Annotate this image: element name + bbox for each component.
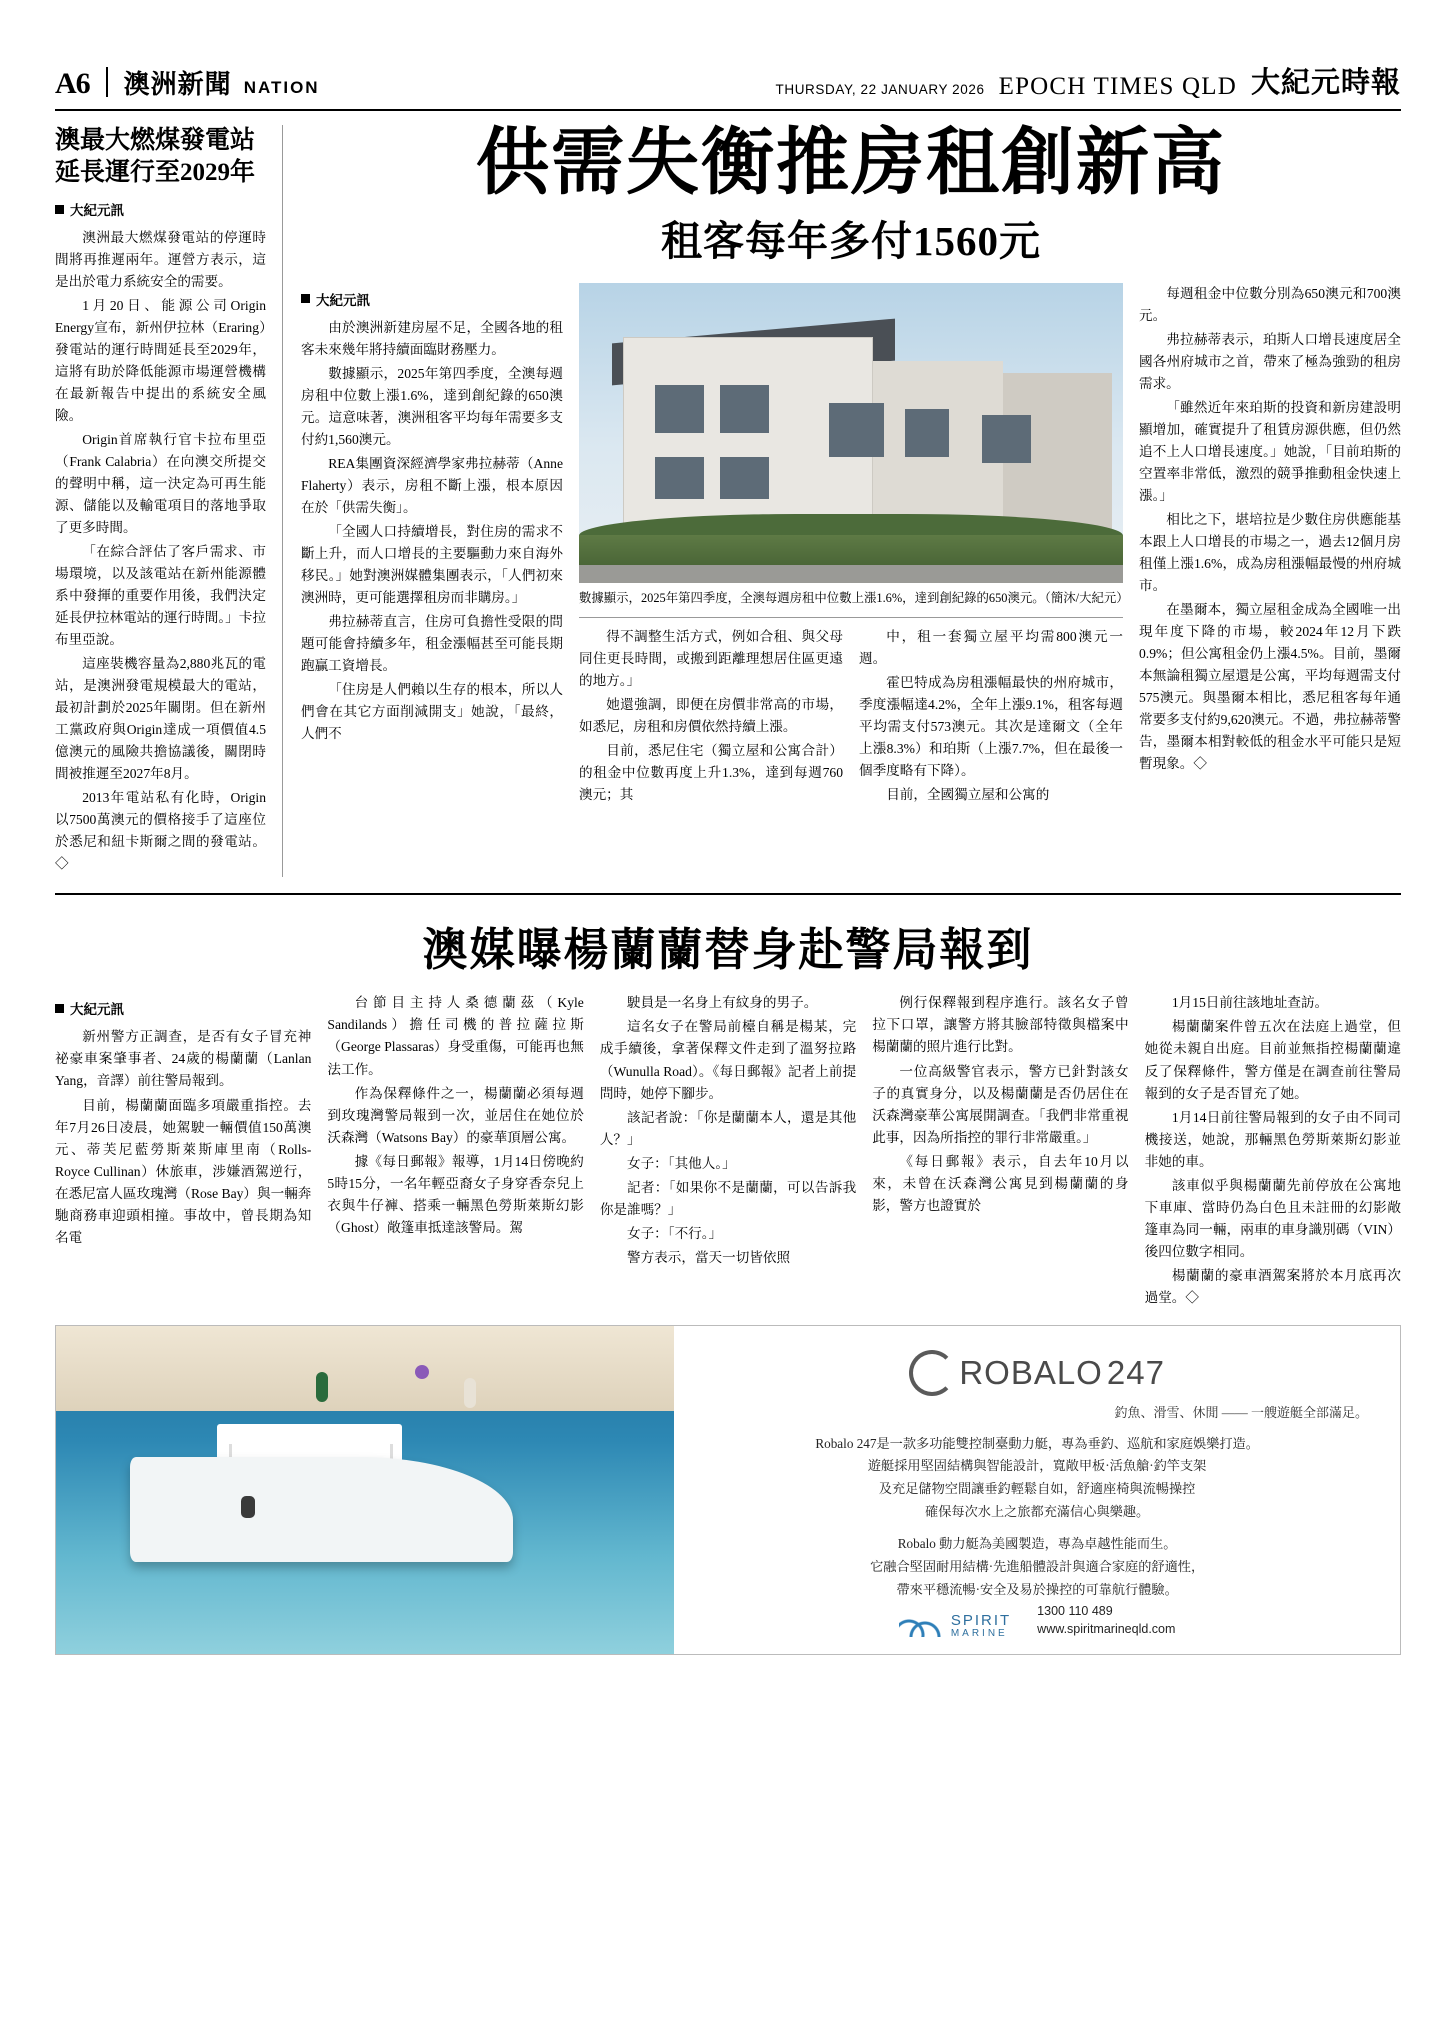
- ad-body-line: Robalo 247是一款多功能雙控制臺動力艇，專為垂釣、巡航和家庭娛樂打造。: [815, 1435, 1259, 1451]
- sidebar-paragraph: 2013年電站私有化時，Origin以7500萬澳元的價格接手了這座位於悉尼和紐卡斯爾之間的發電站。◇: [55, 790, 266, 872]
- secondary-column-4: [872, 992, 1128, 1310]
- paper-title-en: EPOCH TIMES QLD: [998, 73, 1237, 100]
- main-subheadline: 租客每年多付1560元: [661, 217, 1041, 264]
- secondary-paragraph: 一位高級警官表示，警方已針對該女子的真實身分，以及楊蘭蘭是否仍居住在沃森灣豪華公寓展開調查。「我們非常重視此事，因為所指控的罪行非常嚴重。」: [872, 1063, 1129, 1145]
- main-paragraph: 霍巴特成為房租漲幅最快的州府城市，季度漲幅達4.2%，全年上漲9.1%，租客每週平均需支付573澳元。其次是達爾文（全年上漲8.3%）和珀斯（上漲7.7%，但在最後一個季度略有下降）。: [859, 675, 1123, 779]
- ad-body: [815, 1433, 1259, 1602]
- top-section: [55, 122, 1401, 877]
- page-number: A6: [55, 67, 90, 100]
- secondary-paragraph: 駛員是一名身上有紋身的男子。: [627, 995, 818, 1011]
- photo-caption: 數據顯示，2025年第四季度，全澳每週房租中位數上漲1.6%，達到創紀錄的650澳元。（簡沐/大紀元）: [579, 590, 1129, 605]
- bullet-square-icon: [55, 205, 64, 214]
- ad-body-line: 確保每次水上之旅都充滿信心與樂趣。: [925, 1503, 1150, 1519]
- secondary-paragraph: 目前，楊蘭蘭面臨多項嚴重指控。去年7月26日凌晨，她駕駛一輛價值150萬澳元、蒂芙尼藍勞斯萊斯庫里南（Rolls-Royce Cullinan）休旅車，涉嫌酒駕逆行，在悉尼富人區玫瑰灣（Rose Bay）與一輛奔馳商務車迎頭相撞。事故中，曾長期為知名電: [55, 1097, 312, 1245]
- secondary-paragraph: 該車似乎與楊蘭蘭先前停放在公寓地下車庫、當時仍為白色且未註冊的幻影敞篷車為同一輛，兩車的車身識別碼（VIN）後四位數字相同。: [1144, 1177, 1402, 1259]
- ad-body-line: Robalo 動力艇為美國製造，專為卓越性能而生。: [897, 1536, 1177, 1552]
- main-paragraph: 目前，悉尼住宅（獨立屋和公寓合計）的租金中位數再度上升1.3%，達到每週760澳元；其: [579, 743, 843, 803]
- ad-brand-model: 247: [1106, 1353, 1165, 1391]
- secondary-paragraph: 楊蘭蘭案件曾五次在法庭上過堂，但她從未親自出庭。目前並無指控楊蘭蘭違反了保釋條件，警方僅是在調查前往警局報到的女子是否冒充了她。: [1144, 1019, 1402, 1101]
- sidebar-byline-label: 大紀元訊: [70, 203, 124, 218]
- main-paragraph: 「雖然近年來珀斯的投資和新房建設明顯增加，確實提升了租賃房源供應，但仍然追不上人口增長速度。」她說，「目前珀斯的空置率非常低，激烈的競爭推動租金快速上漲。」: [1139, 399, 1401, 503]
- secondary-column-5: [1145, 992, 1401, 1310]
- main-paragraph: 相比之下，堪培拉是少數住房供應能基本跟上人口增長的市場之一，過去12個月房租僅上漲1.6%，成為房租漲幅最慢的州府城市。: [1139, 511, 1401, 593]
- secondary-headline: 澳媒曝楊蘭蘭替身赴警局報到: [422, 925, 1034, 976]
- sidebar-paragraph: 這座裝機容量為2,880兆瓦的電站，是澳洲發電規模最大的電站，最初計劃於2025年關閉。但在新州工黨政府與Origin達成一項價值4.5億澳元的風險共擔協議後，關閉時間被推遲至2027年8月。: [55, 656, 266, 782]
- secondary-paragraph: 《每日郵報》表示，自去年10月以來，未曾在沃森灣公寓見到楊蘭蘭的身影，警方也證實於: [872, 1153, 1129, 1213]
- secondary-paragraph: 1月14日前往警局報到的女子由不同司機接送，她說，那輛黑色勞斯萊斯幻影並非她的車。: [1144, 1109, 1402, 1169]
- sidebar-paragraph: 「在綜合評估了客戶需求、市場環境，以及該電站在新州能源體系中發揮的重要作用後，我們決定延長伊拉林電站的運行時間。」卡拉布里亞說。: [55, 544, 266, 648]
- secondary-byline-label: 大紀元訊: [70, 1002, 124, 1018]
- ad-text: [674, 1326, 1400, 1654]
- secondary-paragraph: 據《每日郵報》報導，1月14日傍晚約5時15分，一名年輕亞裔女子身穿香奈兒上衣與牛仔褲、搭乘一輛黑色勞斯萊斯幻影（Ghost）敞篷車抵達該警局。駕: [327, 1153, 584, 1235]
- sidebar-story: [55, 125, 283, 877]
- sidebar-headline: 澳最大燃煤發電站延長運行至2029年: [55, 127, 256, 186]
- secondary-column-1: [55, 992, 311, 1310]
- masthead-right: [776, 60, 1402, 101]
- dealer-name-label: SPIRIT: [950, 1611, 1012, 1629]
- main-paragraph: 得不調整生活方式，例如合租、與父母同住更長時間，或搬到距離理想居住區更遠的地方。」: [579, 629, 843, 689]
- main-photo-block: [579, 283, 1129, 809]
- ad-body-line: 它融合堅固耐用結構·先進船體設計與適合家庭的舒適性，: [870, 1559, 1205, 1575]
- column-rule: [579, 617, 1123, 618]
- main-paragraph: 「住房是人們賴以生存的根本，所以人們會在其它方面削減開支」她說，「最終，人們不: [301, 681, 563, 741]
- ad-phone[interactable]: 1300 110 489: [1037, 1603, 1113, 1618]
- main-column-4: [1139, 283, 1401, 809]
- secondary-paragraph: 記者：「如果你不是蘭蘭，可以告訴我你是誰嗎？」: [599, 1179, 857, 1217]
- section-title-cn: 澳洲新聞: [123, 70, 232, 99]
- sidebar-paragraph: Origin首席執行官卡拉布里亞（Frank Calabria）在向澳交所提交的聲明中稱，這一決定為可再生能源、儲能以及輸電項目的落地爭取了更多時間。: [55, 432, 266, 536]
- sidebar-paragraph: 1月20日、能源公司Origin Energy宣布，新州伊拉林（Eraring）發電站的運行時間延長至2029年，這將有助於降低能源市場運營機構在最新報告中提出的系統安全風險。: [55, 298, 266, 424]
- secondary-paragraph: 女子：「其他人。」: [627, 1155, 736, 1171]
- main-byline: [301, 289, 563, 309]
- main-paragraph: 弗拉赫蒂表示，珀斯人口增長速度居全國各州府城市之首，帶來了極為強勁的租房需求。: [1139, 331, 1401, 391]
- main-column-3: [859, 626, 1123, 808]
- dealer-name: [951, 1613, 1011, 1639]
- main-paragraph: 數據顯示，2025年第四季度，全澳每週房租中位數上漲1.6%，達到創紀錄的650澳元。這意味著，澳洲租客平均每年需要多支付約1,560澳元。: [301, 365, 563, 447]
- advertisement[interactable]: [55, 1325, 1401, 1655]
- secondary-paragraph: 楊蘭蘭的豪車酒駕案將於本月底再次過堂。◇: [1144, 1267, 1402, 1305]
- main-paragraph: 她還強調，即便在房價非常高的市場，如悉尼，房租和房價依然持續上漲。: [579, 697, 843, 735]
- paper-title-cn: 大紀元時報: [1250, 67, 1401, 99]
- robalo-logo: [909, 1350, 1165, 1396]
- secondary-paragraph: 台節目主持人桑德蘭茲（Kyle Sandilands）擔任司機的普拉薩拉斯（George Plassaras）身受重傷，可能再也無法工作。: [327, 995, 584, 1077]
- dealer-sub-label: MARINE: [950, 1627, 1008, 1639]
- main-paragraph: 中，租一套獨立屋平均需800澳元一週。: [859, 629, 1123, 667]
- page-content: [55, 122, 1402, 1655]
- section-title-en: NATION: [243, 78, 320, 97]
- ad-body-line: 及充足儲物空間讓垂釣輕鬆自如，舒適座椅與流暢操控: [878, 1481, 1196, 1497]
- main-story: [283, 122, 1401, 877]
- main-paragraph: 每週租金中位數分別為650澳元和700澳元。: [1139, 285, 1401, 323]
- secondary-paragraph: 作為保釋條件之一，楊蘭蘭必須每週到玫瑰灣警局報到一次，並居住在她位於沃森灣（Watsons Bay）的豪華頂層公寓。: [327, 1085, 584, 1145]
- sidebar-paragraph: 澳洲最大燃煤發電站的停運時間將再推遲兩年。運營方表示，這是出於電力系統安全的需要。: [55, 230, 266, 290]
- secondary-paragraph: 這名女子在警局前檯自稱是楊某，完成手續後，拿著保釋文件走到了溫努拉路（Wunulla Road）。《每日郵報》記者上前提問時，她停下腳步。: [599, 1019, 857, 1101]
- masthead-divider: [106, 67, 108, 97]
- secondary-paragraph: 該記者說：「你是蘭蘭本人，還是其他人？」: [599, 1109, 857, 1147]
- main-column-2: [579, 626, 843, 808]
- publication-date: THURSDAY, 22 JANUARY 2026: [775, 82, 985, 97]
- ad-website[interactable]: www.spiritmarineqld.com: [1037, 1622, 1176, 1637]
- ad-body-line: 帶來平穩流暢·安全及易於操控的可靠航行體驗。: [896, 1581, 1178, 1597]
- secondary-column-2: [327, 992, 583, 1310]
- main-paragraph: 弗拉赫蒂直言，住房可負擔性受限的問題可能會持續多年，租金漲幅甚至可能長期跑贏工資增長。: [301, 613, 563, 673]
- spirit-marine-logo: [899, 1613, 1011, 1639]
- masthead: [55, 60, 1401, 111]
- sidebar-byline: [55, 199, 266, 219]
- main-story-columns: [301, 283, 1401, 809]
- secondary-column-3: [600, 992, 856, 1310]
- secondary-paragraph: 新州警方正調查，是否有女子冒充神祕豪車案肇事者、24歲的楊蘭蘭（Lanlan Yang，音譯）前往警局報到。: [55, 1029, 312, 1089]
- main-byline-label: 大紀元訊: [316, 292, 370, 308]
- secondary-story: [55, 893, 1401, 1310]
- secondary-paragraph: 女子：「不行。」: [627, 1225, 723, 1241]
- secondary-paragraph: 警方表示，當天一切皆依照: [627, 1249, 791, 1265]
- ad-tagline: 釣魚、滑雪、休閒 —— 一艘遊艇全部滿足。: [1114, 1404, 1368, 1420]
- robalo-ring-icon: [909, 1350, 955, 1396]
- townhouse-photo: [579, 283, 1123, 583]
- main-paragraph: 目前，全國獨立屋和公寓的: [886, 787, 1050, 803]
- ad-body-line: 遊艇採用堅固結構與智能設計，寬敞甲板·活魚艙·釣竿支架: [867, 1458, 1207, 1474]
- main-column-1: [301, 283, 563, 809]
- ad-brand-name: ROBALO: [959, 1353, 1103, 1391]
- main-paragraph: 在墨爾本，獨立屋租金成為全國唯一出現年度下降的市場，較2024年12月下跌0.9%；但公寓租金仍上漲4.5%。目前，墨爾本無論租獨立屋還是公寓，平均每週需支付575澳元。與墨爾本相比，悉尼租客每年通常要多支付約9,620澳元。不過，弗拉赫蒂警告，墨爾本相對較低的租金水平可能只是短暫現象。◇: [1139, 601, 1401, 771]
- secondary-columns: [55, 992, 1401, 1310]
- main-paragraph: 「全國人口持續增長，對住房的需求不斷上升，而人口增長的主要驅動力來自海外移民。」她對澳洲媒體集團表示，「人們初來澳洲時，更可能選擇租房而非購房。」: [301, 523, 563, 605]
- secondary-paragraph: 例行保釋報到程序進行。該名女子曾拉下口罩，讓警方將其臉部特徵與檔案中楊蘭蘭的照片進行比對。: [872, 995, 1129, 1055]
- secondary-paragraph: 1月15日前往該地址查訪。: [1171, 995, 1329, 1011]
- main-paragraph: 由於澳洲新建房屋不足，全國各地的租客未來幾年將持續面臨財務壓力。: [301, 319, 563, 357]
- secondary-byline: [55, 998, 311, 1018]
- main-paragraph: REA集團資深經濟學家弗拉赫蒂（Anne Flaherty）表示，房租不斷上漲，根本原因在於「供需失衡」。: [301, 455, 563, 515]
- boat-photo: [56, 1326, 674, 1654]
- ad-contact[interactable]: [1037, 1602, 1175, 1640]
- main-headline: 供需失衡推房租創新高: [476, 122, 1226, 203]
- masthead-left: [55, 64, 320, 101]
- ad-footer: [696, 1602, 1378, 1640]
- bullet-square-icon: [55, 1004, 64, 1013]
- bullet-square-icon: [301, 294, 310, 303]
- wave-icon: [899, 1615, 945, 1637]
